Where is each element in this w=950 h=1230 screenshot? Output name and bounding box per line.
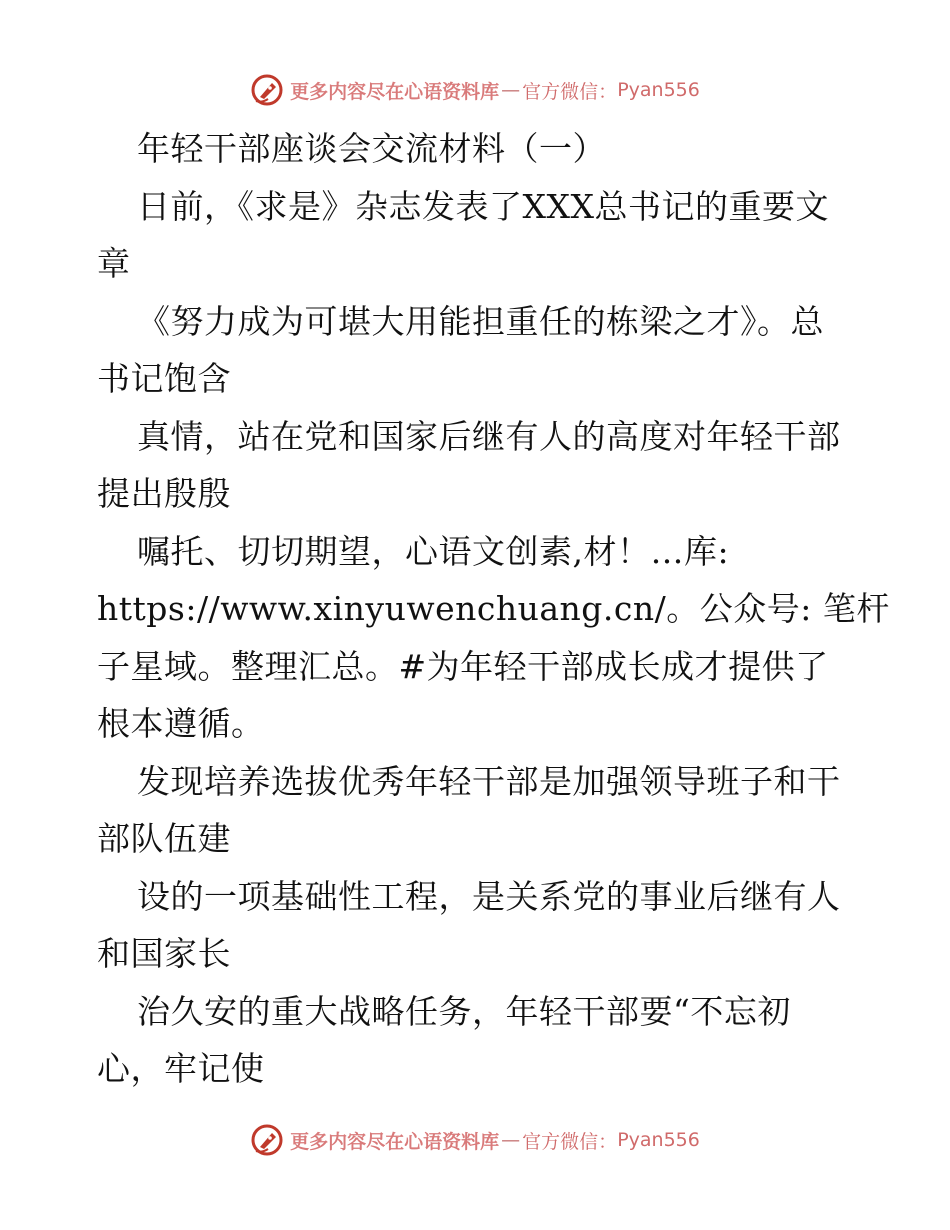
document-line: 提出殷殷 <box>97 474 231 513</box>
pen-nib-logo-icon <box>250 73 284 107</box>
document-line: 部队伍建 <box>97 819 231 858</box>
document-line: 日前，《求是》杂志发表了XXX总书记的重要文 <box>137 186 829 226</box>
document-line: 治久安的重大战略任务，年轻干部要“不忘初 <box>137 991 791 1031</box>
header-banner <box>0 70 950 110</box>
footer-banner <box>0 1120 950 1160</box>
banner-wechat-id: Pyan556 <box>617 1129 700 1151</box>
banner-tail-text: 官方微信： <box>522 80 618 103</box>
banner-tail-text: 官方微信： <box>522 1130 618 1153</box>
document-body <box>97 120 890 1098</box>
document-line: 真情，站在党和国家后继有人的高度对年轻干部 <box>137 416 841 456</box>
document-line: 心，牢记使 <box>97 1049 265 1088</box>
document-line-url: https://www.xinyuwenchuang.cn/。公众号: 笔杆 <box>97 589 890 628</box>
document-line: 《努力成为可堪大用能担重任的栋梁之才》。总 <box>137 301 824 341</box>
document-line: 和国家长 <box>97 934 231 973</box>
document-line: 子星域。整理汇总。#为年轻干部成长成才提供了 <box>97 646 829 686</box>
document-line: 书记饱含 <box>97 359 231 398</box>
document-line: 根本遵循。 <box>97 704 265 743</box>
banner-separator: — <box>501 79 521 101</box>
document-line: 发现培养选拔优秀年轻干部是加强领导班子和干 <box>137 761 841 801</box>
banner-separator: — <box>501 1129 521 1151</box>
document-line: 年轻干部座谈会交流材料（一） <box>137 129 606 168</box>
banner-lead-text: 更多内容尽在心语资料库 <box>290 80 500 103</box>
document-line: 章 <box>97 244 131 283</box>
document-line: 嘱托、切切期望，心语文创素,材！…库: <box>137 531 730 571</box>
document-line: 设的一项基础性工程，是关系党的事业后继有人 <box>137 876 841 916</box>
pen-nib-logo-icon <box>250 1123 284 1157</box>
banner-wechat-id: Pyan556 <box>617 79 700 101</box>
banner-lead-text: 更多内容尽在心语资料库 <box>290 1130 500 1153</box>
